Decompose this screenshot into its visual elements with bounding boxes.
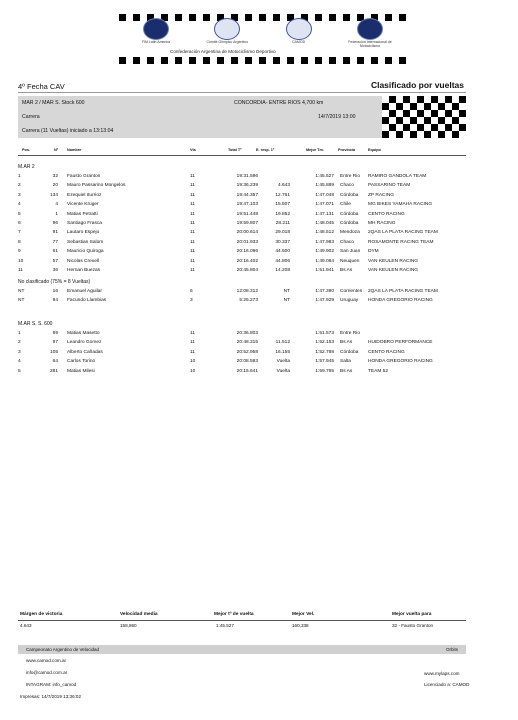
best-lap: 1:47.071 [315,202,334,208]
total-time: 20:00.614 [236,230,258,236]
rider-name: Lautaro Espejo [67,230,100,236]
team-cell: DYM [368,249,379,255]
total-time: 19:44.357 [236,192,258,198]
gap-cell: 28.211 [275,221,290,226]
divider [18,92,466,93]
event-title: 4º Fecha CAV [18,82,65,91]
team-cell: CENTO RACING [368,349,405,355]
best-lap: 1:47.048 [315,192,334,198]
gap-cell: Vuelta [276,359,290,365]
logo-caption: CAMOD [292,40,306,44]
pos-cell: 1 [18,174,21,179]
col-laps: Vts [190,148,196,152]
laps-cell: 11 [190,221,195,226]
table-row [18,298,466,307]
pos-cell: 9 [18,249,21,255]
margin-value: 4.643 [20,623,32,628]
laps-cell: 10 [190,359,196,365]
province-cell: Uruguay [340,298,359,304]
province-cell: Bs As [340,268,353,273]
province-cell: Mendoza [340,230,360,236]
session-info-box [18,96,418,138]
table-row [18,202,466,211]
printed-timestamp: Impresas: 14/7/2019 13:36:02 [20,694,82,699]
pos-cell: 6 [18,221,21,226]
avg-speed-label: Velocidad media [120,612,158,617]
laps-cell: 11 [190,349,195,355]
province-cell: Bs As [340,368,353,374]
rider-name: Ezequiel Iturrioz [67,192,102,198]
number-cell: 281 [49,368,58,374]
province-cell: Chile [340,202,351,208]
table-row [18,340,466,349]
checkered-strip-bottom [112,57,410,64]
margin-label: Márgen de victoria [20,612,63,617]
pos-cell: NT [18,298,25,304]
number-cell: 77 [52,239,58,245]
number-cell: 96 [52,221,58,226]
best-lap: 1:45.527 [315,174,334,179]
total-time: 20:01.933 [236,239,258,245]
table-row [18,240,466,249]
laps-cell: 11 [190,183,195,189]
number-cell: 32 [52,174,58,179]
laps-cell: 11 [190,192,195,198]
team-cell: MG BIKES YAMAHA RACING [368,202,433,208]
gap-cell: NT [283,298,290,304]
province-cell: Entre Rio [340,174,360,179]
team-cell: CENTO RACING [368,211,405,217]
province-cell: Salta [340,359,351,365]
pos-cell: NT [18,289,25,294]
col-pos: Pos. [22,148,31,152]
gap-cell: 15.507 [275,202,290,208]
class-line: MAR 2 / MAR S. Stock 600 [22,100,85,106]
logo-caption: Federación Internacional de Motociclismo [348,40,392,48]
divider [18,155,466,156]
rider-name: Hernan Buezas [67,268,101,273]
table-row [18,193,466,202]
best-lap-value: 1:45.527 [216,623,234,628]
number-cell: 97 [52,340,58,346]
gap-cell: 16.155 [275,349,290,355]
team-cell: HUIDOBRO PERFORMANCE [368,340,433,346]
rider-name: Mauro Passarino Mongelos [67,183,126,189]
section-stock600: M.AR S. S. 600 [18,321,53,327]
fim-logo [342,18,398,52]
number-cell: 61 [52,249,58,255]
rider-name: Carlos Torino [67,359,96,365]
gap-cell: 12.761 [275,192,290,198]
number-cell: 36 [52,268,58,273]
pos-cell: 1 [18,331,21,336]
table-row [18,230,466,239]
total-time: 20:45.804 [236,268,258,273]
laps-cell: 11 [190,258,195,264]
laps-cell: 11 [190,202,195,208]
comite-olimpico-logo [199,18,255,52]
number-cell: 4 [55,202,58,208]
race-info: Carrera (11 Vueltas) iniciado a 13:13:04 [22,128,114,134]
laps-cell: 11 [190,268,195,273]
pos-cell: 11 [18,268,23,273]
table-row [18,183,466,192]
best-lap: 1:52.153 [315,340,334,346]
col-total: Total Tº [228,148,242,152]
laps-cell: 11 [190,331,195,336]
total-time: 20:52.958 [236,349,258,355]
table-row [18,359,466,368]
software-name: Orbits [445,647,458,652]
gap-cell: 29.018 [275,230,290,236]
province-cell: Chaco [340,183,354,189]
province-cell: Entre Rio [340,331,360,336]
banner-subtitle: Confederación Argentina de Motociclismo Deportivo [170,49,276,54]
best-lap: 1:45.889 [315,183,334,189]
pos-cell: 2 [18,183,21,189]
number-cell: 16 [52,289,58,294]
section-not-classified: No clasificado (75% = 8 Vueltas) [18,279,91,285]
table-row [18,350,466,359]
email-link[interactable]: info@camod.com.ar [26,670,68,675]
gap-cell: Vuelta [276,368,290,374]
best-lap-for-value: 32 - Fausto Granton [392,623,434,628]
team-cell: ZP RACING [368,192,395,198]
fim-emblem-icon [143,18,169,40]
total-time: 20:48.315 [236,340,258,346]
best-lap: 1:47.131 [315,211,334,217]
instagram-handle: INTAGRAM: info_camod [26,682,77,687]
number-cell: 20 [52,183,58,189]
total-time: 20:16.402 [236,258,258,264]
best-lap: 1:49.902 [315,249,334,255]
rider-name: Matias Petratti [67,211,98,217]
championship-name: Campeonato Argentino de Velocidad [26,647,100,652]
gap-cell: 19.852 [275,211,290,217]
province-cell: Córdoba [340,192,359,198]
total-time: 20:15.641 [236,368,258,374]
camod-logo [271,18,327,52]
total-time: 5:25.273 [239,298,258,304]
table-row [18,369,466,378]
province-cell: San Juan [340,249,361,255]
best-lap: 1:48.045 [315,221,334,226]
checkered-flag-icon [382,96,466,138]
number-cell: 64 [52,359,58,365]
avg-speed-value: 158,860 [120,623,137,628]
number-cell: 1 [55,211,58,217]
number-cell: 105 [49,349,58,355]
rider-name: Leandro Gomez [67,340,102,346]
best-lap: 1:52.788 [315,349,334,355]
laps-cell: 11 [190,174,195,179]
session-date: 14/7/2019 13:00 [318,114,356,120]
team-cell: HONDA GREGORIO RACING [368,298,433,304]
fim-emblem-icon [357,18,383,40]
total-time: 20:16.096 [236,249,258,255]
logo-row [128,18,398,52]
rider-name: Sebastian Salom [67,239,104,245]
best-lap-for-label: Mejor vuelta para [392,612,432,617]
rider-name: Alberto Cañadas [67,349,103,355]
gap-cell: 44.806 [275,258,290,264]
team-cell: MH RACING [368,221,396,226]
col-best: Mejor Tm. [306,148,324,152]
table-row [18,331,466,340]
laps-cell: 10 [190,368,196,374]
license-text: Licenciado a: CAMOD [424,682,470,687]
gap-cell: 11.512 [275,340,290,346]
website-link[interactable]: www.camod.com.ar [26,658,67,663]
fim-latin-america-logo [128,18,184,52]
gap-cell: 30.337 [275,239,290,245]
pos-cell: 7 [18,230,21,236]
province-cell: Neuquen [340,258,360,264]
mylaps-link[interactable]: www.mylaps.com [424,671,460,676]
team-cell: TEAM 52 [368,368,388,374]
number-cell: 134 [49,192,58,198]
rider-name: Matias Masetto [67,331,100,336]
pos-cell: 4 [18,359,21,365]
pos-cell: 5 [18,211,21,217]
rider-name: Vicente Kruger [67,202,99,208]
rider-name: Fausto Granton [67,174,101,179]
logo-caption: FIM Latin America [141,40,171,44]
rider-name: Mauricio Quiroga [67,249,104,255]
table-row [18,268,466,277]
laps-cell: 11 [190,249,195,255]
province-cell: Córdoba [340,211,359,217]
total-time: 20:08.593 [236,359,258,365]
best-lap-label: Mejor tº de vuelta [214,612,254,617]
report-type: Clasificado por vueltas [370,80,464,90]
table-row [18,221,466,230]
province-cell: Corrientes [340,289,363,294]
table-row [18,249,466,258]
best-speed-label: Mejor Vel. [292,612,315,617]
total-time: 19:31.596 [236,174,258,179]
laps-cell: 11 [190,230,195,236]
team-cell: 2QAS LA PLATA RACING TEAM [368,289,438,294]
logo-caption: Comité Olímpico Argentino [206,40,249,44]
col-name: Nombre [67,148,82,152]
table-row [18,174,466,183]
total-time: 12:08.312 [236,289,258,294]
best-lap: 1:49.084 [315,258,334,264]
total-time: 19:51.448 [236,211,258,217]
col-num: Nº [54,148,59,152]
number-cell: 69 [52,331,58,336]
laps-cell: 11 [190,340,195,346]
col-prov: Provincia [338,148,356,152]
team-cell: VAN KEULEN RACING [368,258,419,264]
province-cell: Córdoba [340,349,359,355]
total-time: 20:36.803 [236,331,258,336]
best-lap: 1:51.941 [315,268,334,273]
number-cell: 94 [52,298,58,304]
col-team: Equipo [368,148,381,152]
best-lap: 1:47.983 [315,239,334,245]
rider-name: Nicolas Crexell [67,258,99,264]
province-cell: Bs As [340,340,353,346]
province-cell: Córdoba [340,221,359,226]
rider-name: Emanuel Aguilar [67,289,102,294]
gap-cell: 14.208 [275,268,290,273]
best-lap: 1:48.512 [315,230,334,236]
total-time: 19:47.103 [236,202,258,208]
total-time: 19:59.807 [236,221,258,226]
pos-cell: 10 [18,258,24,264]
pos-cell: 8 [18,239,21,245]
rider-name: Santiago Frasca [67,221,102,226]
laps-cell: 11 [190,211,195,217]
rider-name: Facundo Llambias [67,298,107,304]
olympic-rings-icon [214,18,240,40]
laps-cell: 6 [190,289,193,294]
table-row [18,259,466,268]
session-name: Carrera [22,114,40,120]
pos-cell: 2 [18,340,21,346]
best-lap: 1:47.929 [315,298,334,304]
province-cell: Chaco [340,239,354,245]
best-lap: 1:47.390 [315,289,334,294]
pos-cell: 5 [18,368,21,374]
team-cell: PASSARINO TEAM [368,183,411,189]
total-time: 19:36.239 [236,183,258,189]
gap-cell: NT [283,289,290,294]
pos-cell: 3 [18,349,21,355]
divider [18,620,466,621]
number-cell: 57 [52,258,58,264]
pos-cell: 4 [18,202,21,208]
pos-cell: 3 [18,192,21,198]
table-row [18,289,466,298]
laps-cell: 3 [190,298,193,304]
laps-cell: 11 [190,239,195,245]
number-cell: 91 [52,230,58,236]
rider-name: Matias Milesi [67,368,95,374]
team-cell: 2QAS LA PLATA RACING TEAM [368,230,438,236]
team-cell: RAMIRO GANDOLA TEAM [368,174,427,179]
team-cell: ROSAMONTE RACING TEAM [368,239,434,245]
team-cell: VAN KEULEN RACING [368,268,419,273]
col-gap: E. resp. 1º [256,148,275,152]
table-row [18,212,466,221]
gap-cell: 4.643 [277,183,290,189]
team-cell: HONDA GREGORIO RACING [368,359,433,365]
gap-cell: 44.500 [275,249,290,255]
best-lap: 1:57.945 [315,359,334,365]
best-lap: 1:59.765 [315,368,334,374]
best-lap: 1:51.573 [315,331,334,336]
best-speed-value: 160,338 [292,623,309,628]
venue: CONCORDIA- ENTRE RIOS 4,700 km [234,100,324,106]
championship-bar [18,645,466,654]
section-mar2: M.AR 2 [18,164,35,170]
camod-emblem-icon [286,18,312,40]
